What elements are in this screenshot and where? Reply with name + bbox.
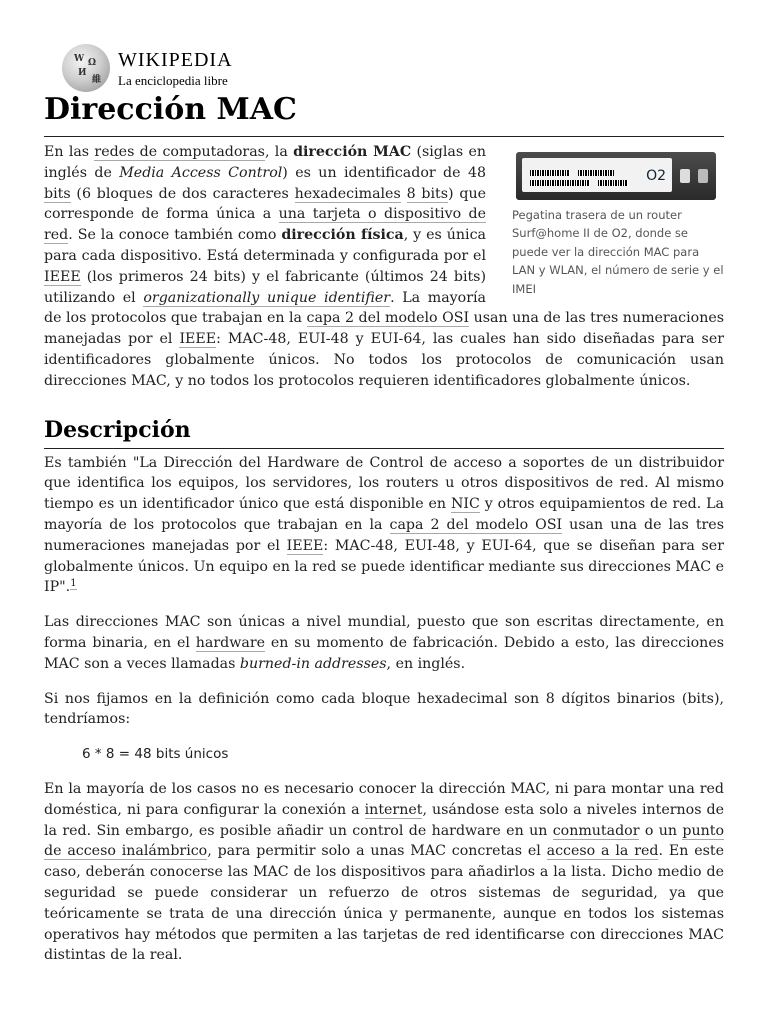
- text: en su momento de fabricación. Debido a esto, las direcciones MAC son a veces llamadas: [44, 634, 724, 672]
- link-acceso-red[interactable]: acceso a la red: [546, 843, 659, 860]
- text: En la mayoría de los casos no es necesario conocer la dirección MAC, ni para montar una red doméstica, ni para configurar la conexión a: [44, 780, 724, 818]
- link-nic[interactable]: NIC: [450, 496, 480, 513]
- text: ) que corresponde de forma única a: [44, 185, 486, 223]
- sticker-label: [522, 158, 672, 192]
- site-header[interactable]: [62, 44, 233, 92]
- wordmark-title: WIKIPEDIA: [118, 48, 233, 71]
- italic-term: burned-in addresses: [239, 655, 387, 672]
- text: ) es un identificador de 48: [282, 164, 486, 181]
- link-conmutador[interactable]: conmutador: [552, 822, 640, 839]
- wikipedia-wordmark[interactable]: [118, 50, 233, 87]
- link-bits[interactable]: bits: [44, 185, 71, 202]
- link-ieee[interactable]: IEEE: [179, 331, 217, 348]
- text: (6 bloques de dos caracteres: [70, 185, 295, 202]
- article-content: [44, 142, 724, 966]
- router-port-icon: [680, 169, 690, 183]
- link-capa2-osi[interactable]: capa 2 del modelo OSI: [306, 310, 470, 327]
- o2-logo: O2: [646, 168, 666, 184]
- figure-caption: Pegatina trasera de un router Surf@home II de O2, donde se puede ver la dirección MAC para LAN y WLAN, el número de serie y el IMEI: [512, 208, 724, 296]
- text: . La mayoría de los protocolos que trabajan en la: [44, 289, 487, 327]
- text: , en inglés.: [386, 655, 466, 672]
- link-hexadecimales[interactable]: hexadecimales: [294, 185, 401, 202]
- link-redes[interactable]: redes de computadoras: [94, 144, 265, 160]
- link-internet[interactable]: internet: [364, 801, 423, 818]
- link-ieee[interactable]: IEEE: [44, 268, 81, 285]
- section-divider: [44, 448, 724, 449]
- text: y otros equipamientos de red. La mayoría de los protocolos que trabajan en la: [44, 496, 724, 533]
- text: . En este caso, deberán conocerse las MAC de los dispositivos para añadirlos a la lista. Dicho medio de seguridad se puede considerar un refuerzo de otros sistemas de seguridad, ya que teóricamente se trata de una dirección única y permanente, aunque en todos los sistemas operativos hay métodos que permiten a las tarjetas de red identificarse con direcciones MAC distintas de la real.: [44, 843, 724, 964]
- link-capa2-osi[interactable]: capa 2 del modelo OSI: [389, 516, 563, 533]
- italic-term: Media Access Control: [119, 164, 283, 181]
- text: , y es única para cada dispositivo. Está determinada y configurada por el: [44, 227, 486, 264]
- text: , para permitir solo a unas MAC concretas el: [207, 843, 547, 860]
- paragraph: Si nos fijamos en la definición como cada bloque hexadecimal son 8 dígitos binarios (bits), tendríamos:: [44, 690, 724, 728]
- text: . Se la conoce también como: [68, 227, 282, 244]
- text: Es también "La Dirección del Hardware de Control de acceso a soportes de un distribuidor que identifica los equipos, los servidores, los routers u otros dispositivos de red. Al mismo tiempo es un identificador único que está disponible en: [44, 454, 724, 513]
- italic-link-text: organizationally unique identifier: [143, 289, 391, 306]
- text: usan una de las tres numeraciones manejadas por el: [44, 310, 725, 348]
- bold-term: dirección MAC: [293, 144, 412, 160]
- text: : MAC-48, EUI-48, y EUI-64, que se diseñan para ser globalmente únicos. Un equipo en la red se puede identificar mediante sus direcciones MAC e IP".: [44, 537, 724, 596]
- section-heading-descripcion: Descripción: [44, 416, 191, 443]
- text: (siglas en inglés de: [44, 144, 487, 181]
- paragraph: [44, 612, 724, 674]
- infobox-figure: [510, 152, 724, 298]
- reference-link[interactable]: 1: [70, 577, 77, 589]
- text: o un: [639, 822, 683, 839]
- link-punto-acceso[interactable]: punto de acceso inalámbrico: [44, 822, 724, 860]
- wordmark-tagline: La enciclopedia libre: [118, 72, 228, 88]
- wikipedia-globe-icon[interactable]: W Ω И 維: [62, 44, 110, 92]
- link-hardware[interactable]: hardware: [195, 634, 266, 651]
- bold-term: dirección física: [281, 227, 404, 244]
- title-divider: [44, 136, 724, 137]
- link-8-bits[interactable]: 8 bits: [406, 185, 449, 202]
- link-ieee[interactable]: IEEE: [286, 537, 324, 554]
- router-sticker-image[interactable]: [516, 152, 716, 200]
- text: En las: [44, 144, 95, 160]
- link-oui[interactable]: [143, 290, 390, 307]
- router-switch-icon: [698, 169, 708, 183]
- formula: 6 * 8 = 48 bits únicos: [82, 746, 229, 763]
- text: Las direcciones MAC son únicas a nivel mundial, puesto que son escritas directamente, en forma binaria, en el: [44, 614, 724, 651]
- text: : MAC-48, EUI-48 y EUI-64, las cuales han sido diseñadas para ser identificadores globalmente únicos. No todos los protocolos de comunicación usan direcciones MAC, y no todos los protocolos requieren identificadores globalmente únicos.: [44, 331, 724, 389]
- text: (los primeros 24 bits) y el fabricante (últimos 24 bits) utilizando el: [44, 268, 486, 306]
- text: , la: [264, 144, 294, 160]
- text: usan una de las tres numeraciones manejadas por el: [44, 516, 724, 554]
- paragraph: [44, 453, 724, 599]
- paragraph: [44, 779, 724, 966]
- text: , usándose esta solo a niveles internos de la red. Sin embargo, es posible añadir un control de hardware en un: [44, 801, 724, 839]
- page-title: Dirección MAC: [44, 92, 297, 127]
- link-tarjeta-red[interactable]: una tarjeta o dispositivo de red: [44, 206, 486, 244]
- text: [401, 186, 407, 202]
